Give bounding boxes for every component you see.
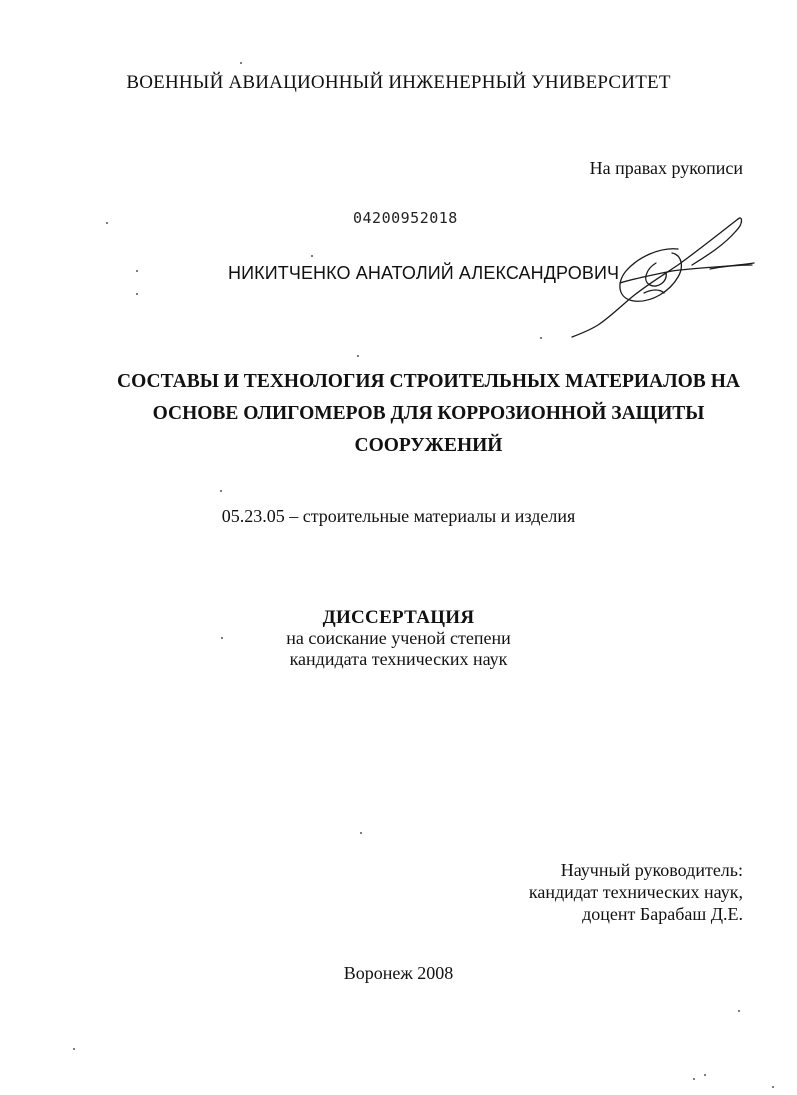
- scan-speck: [704, 1074, 706, 1076]
- supervisor-degree: кандидат технических наук,: [528, 882, 743, 902]
- dissertation-block: [0, 607, 797, 670]
- title-line: СООРУЖЕНИЙ: [354, 435, 503, 456]
- scan-speck: [540, 337, 542, 339]
- scan-speck: [73, 1048, 75, 1050]
- scan-speck: [772, 1086, 774, 1088]
- supervisor-name: доцент Барабаш Д.Е.: [582, 904, 743, 924]
- supervisor-block: [529, 859, 743, 925]
- title-line: ОСНОВЕ ОЛИГОМЕРОВ ДЛЯ КОРРОЗИОННОЙ ЗАЩИТЫ: [152, 403, 705, 424]
- degree-line-2: кандидата технических наук: [289, 649, 508, 669]
- rights-note: На правах рукописи: [589, 158, 743, 178]
- scan-speck: [357, 355, 359, 357]
- scan-speck: [220, 490, 222, 492]
- scan-speck: [693, 1078, 695, 1080]
- dissertation-title: [60, 366, 797, 462]
- title-line: СОСТАВЫ И ТЕХНОЛОГИЯ СТРОИТЕЛЬНЫХ МАТЕРИАЛОВ НА: [117, 371, 740, 392]
- city-year: Воронеж 2008: [343, 963, 454, 983]
- scan-speck: [136, 293, 138, 295]
- specialty-code: 05.23.05 – строительные материалы и изделия: [221, 506, 576, 526]
- scan-speck: [311, 255, 313, 257]
- scan-speck: [136, 270, 138, 272]
- scan-speck: [360, 832, 362, 834]
- author-name: НИКИТЧЕНКО АНАТОЛИЙ АЛЕКСАНДРОВИЧ: [228, 263, 620, 283]
- scan-speck: [221, 637, 223, 639]
- university-name: ВОЕННЫЙ АВИАЦИОННЫЙ ИНЖЕНЕРНЫЙ УНИВЕРСИТЕТ: [126, 72, 671, 93]
- registry-number: 04200952018: [353, 209, 458, 227]
- scan-speck: [240, 62, 242, 64]
- supervisor-label: Научный руководитель:: [560, 860, 743, 880]
- scan-speck: [106, 222, 108, 224]
- degree-line-1: на соискание ученой степени: [286, 628, 511, 648]
- dissertation-heading: ДИССЕРТАЦИЯ: [322, 607, 475, 628]
- scan-speck: [738, 1010, 740, 1012]
- signature-icon: [560, 205, 760, 345]
